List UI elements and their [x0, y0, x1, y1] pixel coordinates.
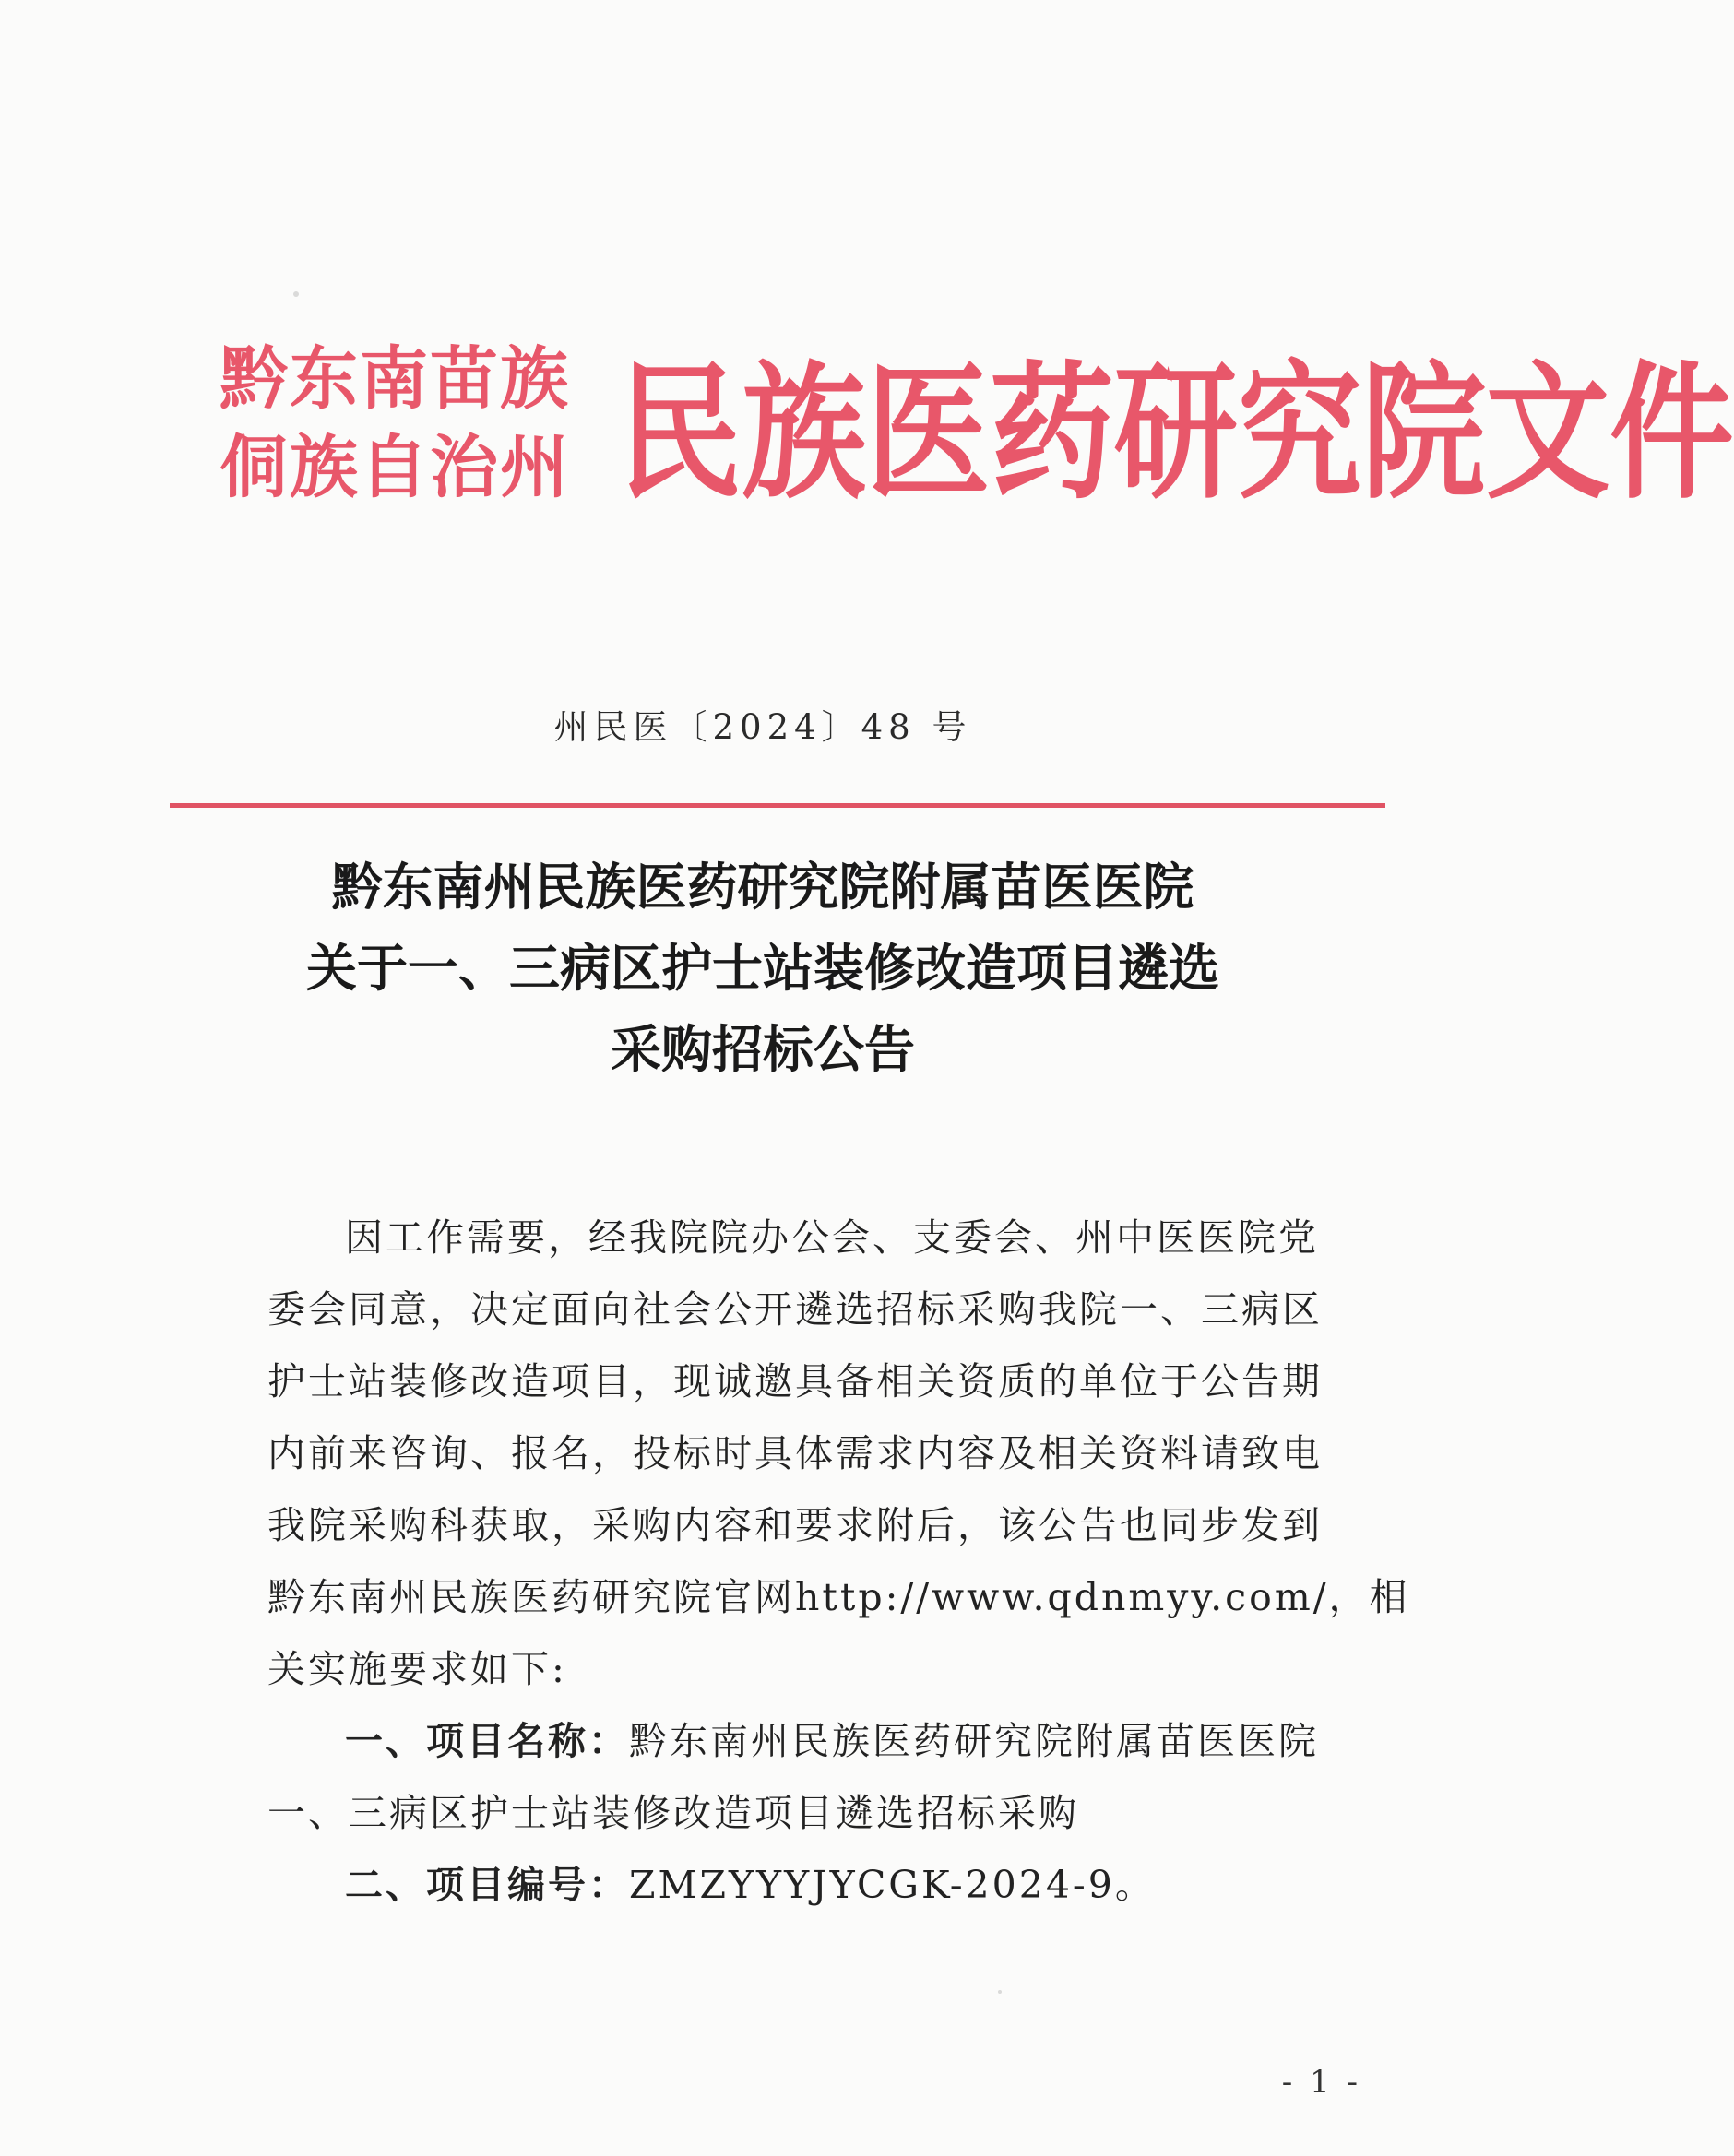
body-line: 关实施要求如下: [267, 1647, 567, 1691]
red-separator-line [170, 803, 1385, 808]
letterhead-line-2: 侗族自治州 [220, 428, 570, 507]
document-body [267, 1202, 1410, 1921]
body-line: 一、三病区护士站装修改造项目遴选招标采购 [267, 1791, 1079, 1835]
body-line: 因工作需要，经我院院办公会、支委会、州中医医院党 [345, 1215, 1319, 1260]
scan-speck [293, 291, 299, 297]
body-line: 护士站装修改造项目，现诚邀具备相关资质的单位于公告期 [267, 1359, 1323, 1404]
item-value: 黔东南州民族医药研究院附属苗医医院 [629, 1719, 1319, 1763]
body-line: 黔东南州民族医药研究院官网http://www.qdnmyy.com/，相 [267, 1575, 1410, 1619]
document-title [0, 847, 1526, 1090]
item-project-number [267, 1849, 1319, 1921]
page-number: - 1 - [1281, 2064, 1361, 2101]
title-line-1: 黔东南州民族医药研究院附属苗医医院 [331, 857, 1194, 917]
letterhead-line-1: 黔东南苗族 [220, 339, 570, 419]
document-number: 州民医〔2024〕48 号 [553, 707, 972, 747]
letterhead-prefecture [220, 335, 607, 512]
item-project-name [267, 1705, 1319, 1777]
body-line: 我院采购科获取，采购内容和要求附后，该公告也同步发到 [267, 1503, 1323, 1547]
title-line-2: 关于一、三病区护士站装修改造项目遴选 [305, 938, 1219, 998]
item-label: 一、项目名称： [345, 1719, 629, 1763]
item-label: 二、项目编号： [345, 1863, 629, 1907]
letterhead-institute-name: 民族医药研究院文件 [618, 346, 1734, 519]
body-line: 委会同意，决定面向社会公开遴选招标采购我院一、三病区 [267, 1287, 1323, 1332]
scan-speck [998, 1990, 1002, 1994]
item-value: ZMZYYYJYCGK-2024-9。 [629, 1863, 1156, 1907]
letterhead [220, 327, 1734, 530]
body-line: 内前来咨询、报名，投标时具体需求内容及相关资料请致电 [267, 1431, 1323, 1475]
title-line-3: 采购招标公告 [610, 1019, 915, 1079]
